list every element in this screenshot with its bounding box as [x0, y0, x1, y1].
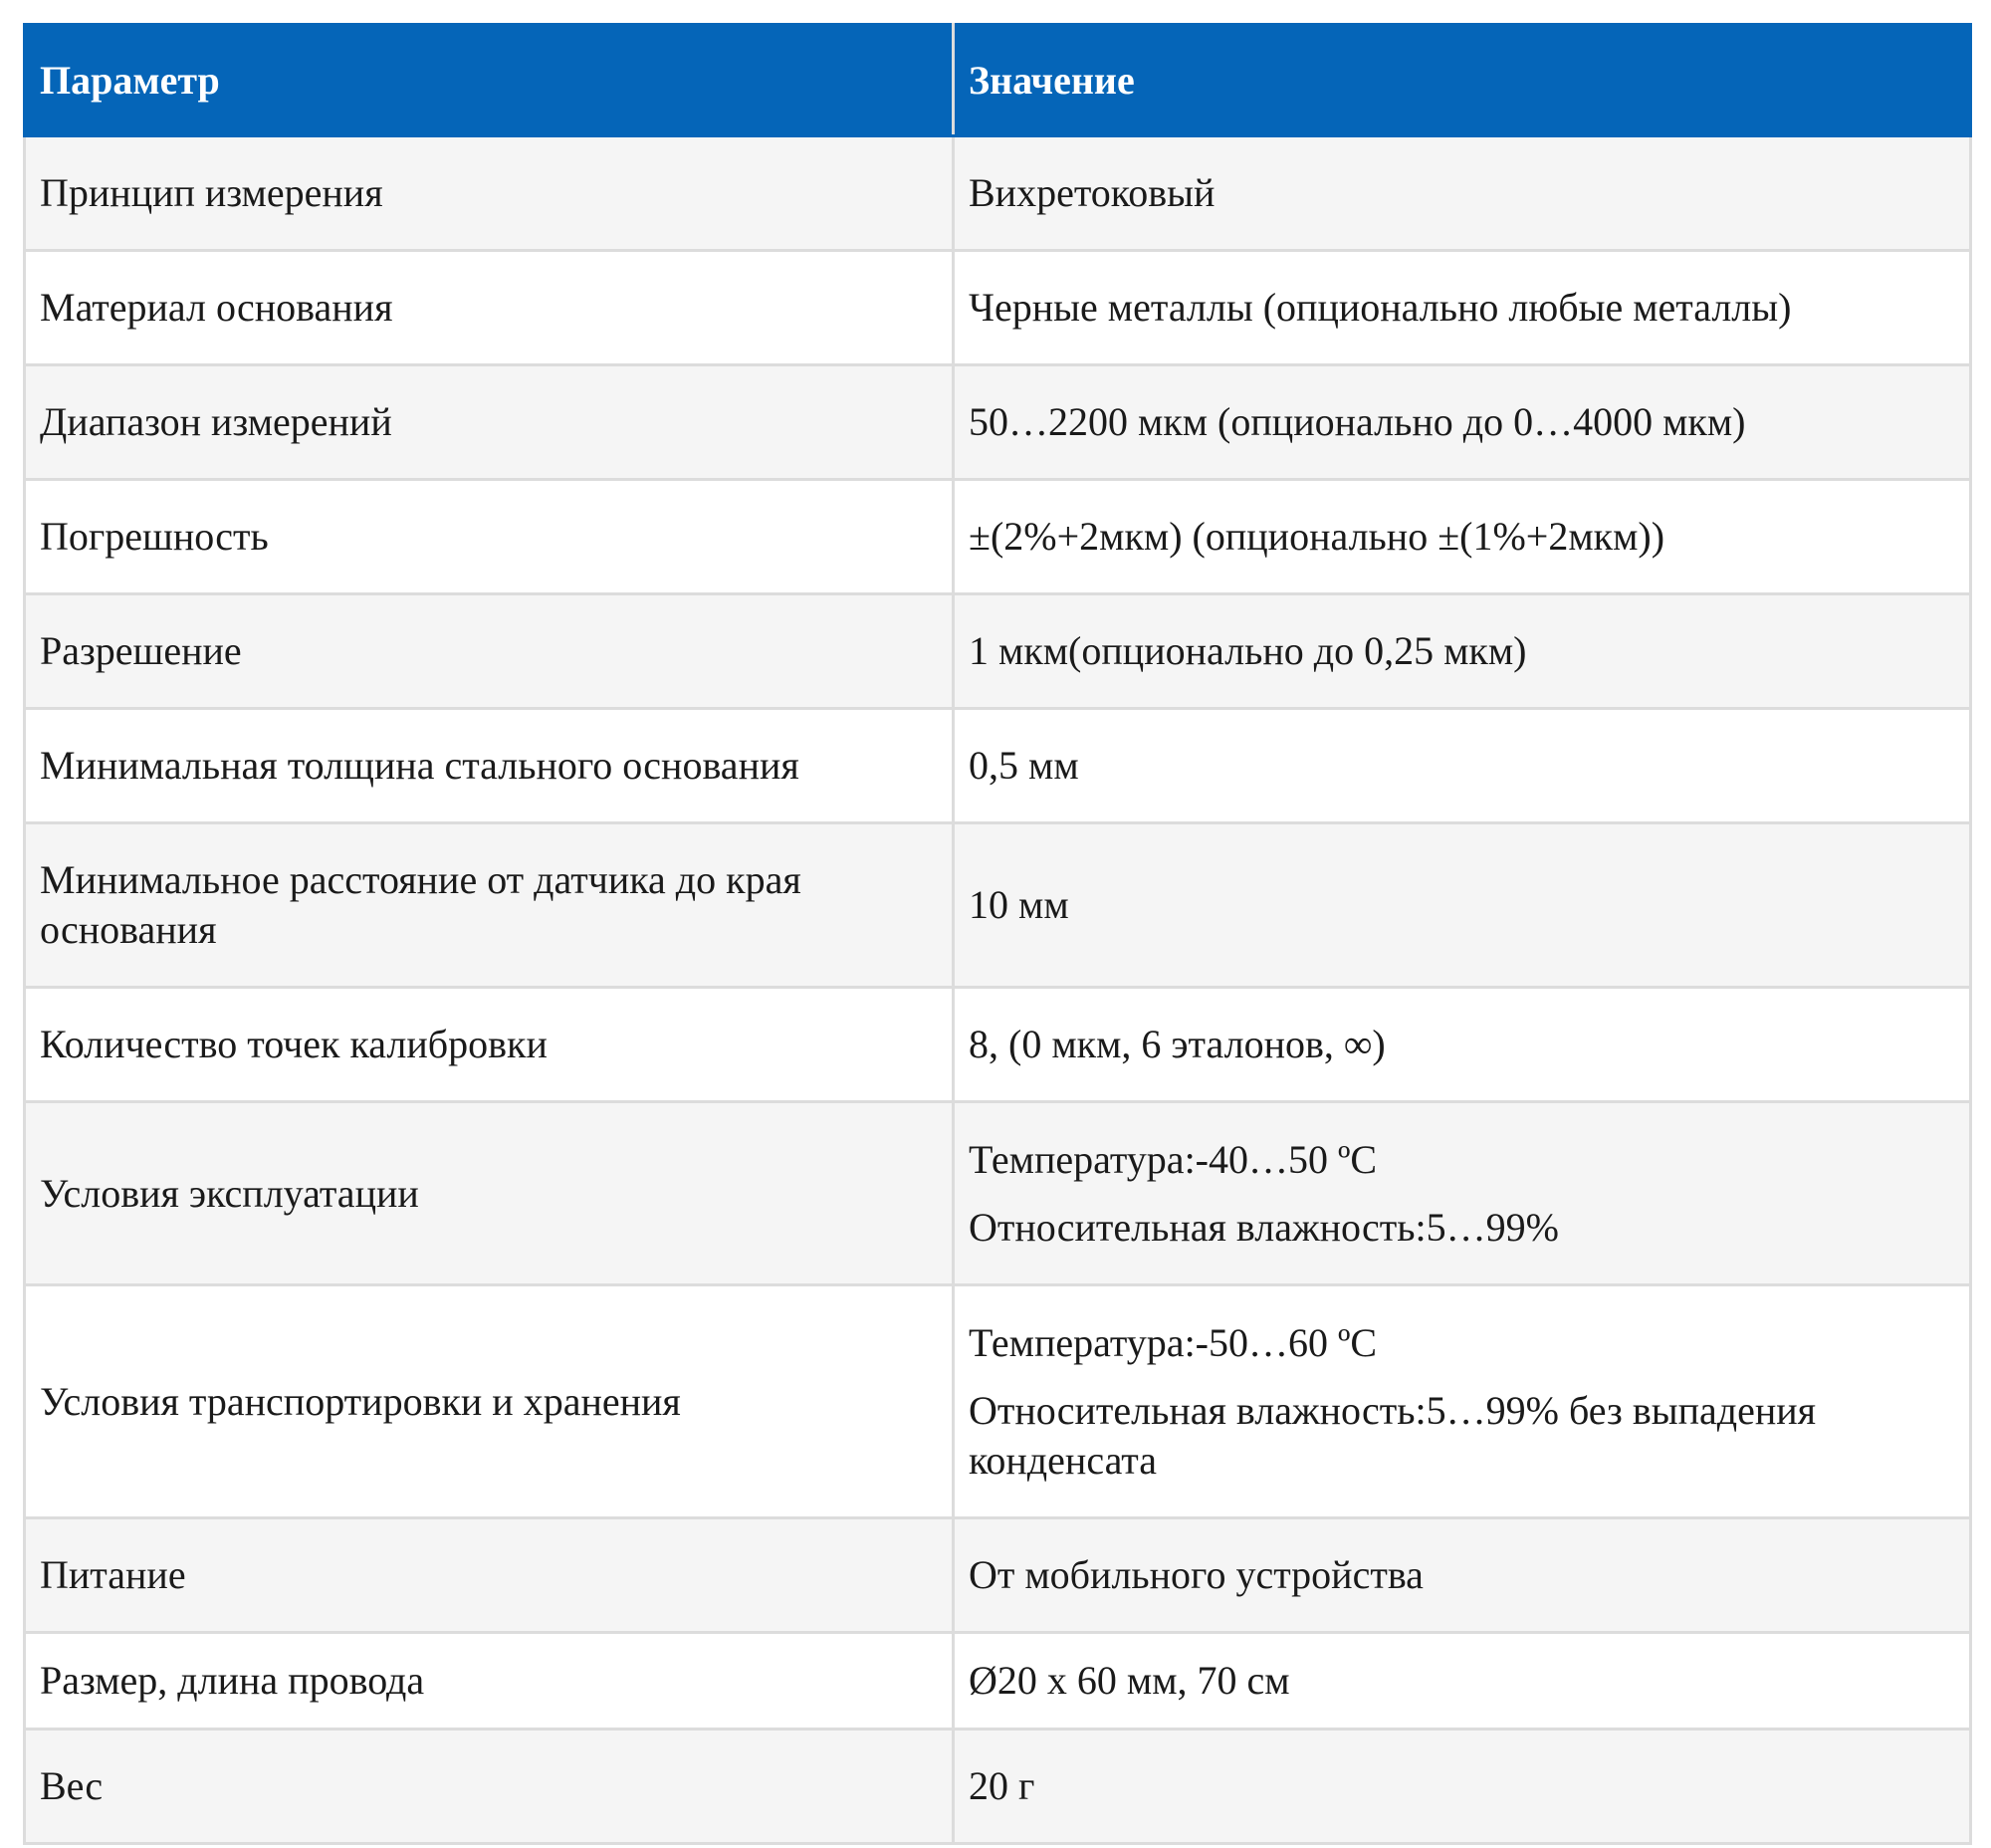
table-row — [25, 1730, 1971, 1844]
value-cell — [954, 594, 1971, 709]
param-cell: Диапазон измерений — [25, 365, 954, 480]
table-row — [25, 1102, 1971, 1285]
table-row — [25, 594, 1971, 709]
param-cell: Принцип измерения — [25, 136, 954, 251]
value-line: 8, (0 мкм, 6 эталонов, ∞) — [969, 1022, 1386, 1066]
param-cell: Питание — [25, 1518, 954, 1633]
header-row — [25, 25, 1971, 136]
value-cell — [954, 1518, 1971, 1633]
table-row — [25, 251, 1971, 365]
value-cell — [954, 251, 1971, 365]
value-line: Ø20 х 60 мм, 70 см — [969, 1658, 1290, 1703]
value-line: 0,5 мм — [969, 743, 1079, 788]
value-line: Относительная влажность:5…99% без выпадения конденсата — [969, 1387, 1817, 1483]
param-cell: Условия эксплуатации — [25, 1102, 954, 1285]
table-row — [25, 1518, 1971, 1633]
value-cell — [954, 480, 1971, 594]
value-line: От мобильного устройства — [969, 1552, 1424, 1597]
value-line: Температура:-50…60 ºС — [969, 1319, 1378, 1365]
value-cell — [954, 823, 1971, 988]
value-line: Черные металлы (опционально любые металлы) — [969, 285, 1792, 330]
value-cell — [954, 709, 1971, 823]
spec-table — [23, 23, 1972, 1845]
table-row — [25, 1285, 1971, 1518]
value-cell — [954, 1730, 1971, 1844]
value-cell — [954, 1102, 1971, 1285]
table-row — [25, 988, 1971, 1102]
param-cell: Условия транспортировки и хранения — [25, 1285, 954, 1518]
table-row — [25, 1633, 1971, 1730]
param-cell: Минимальное расстояние от датчика до края основания — [25, 823, 954, 988]
table-row — [25, 823, 1971, 988]
header-param: Параметр — [25, 25, 954, 136]
table-row — [25, 365, 1971, 480]
param-cell: Разрешение — [25, 594, 954, 709]
value-cell — [954, 1285, 1971, 1518]
value-line: 1 мкм(опционально до 0,25 мкм) — [969, 628, 1527, 673]
table-row — [25, 480, 1971, 594]
value-line: Температура:-40…50 ºС — [969, 1136, 1378, 1182]
param-cell: Минимальная толщина стального основания — [25, 709, 954, 823]
param-cell: Погрешность — [25, 480, 954, 594]
header-value: Значение — [954, 25, 1971, 136]
value-line: ±(2%+2мкм) (опционально ±(1%+2мкм)) — [969, 514, 1665, 559]
value-cell — [954, 988, 1971, 1102]
param-cell: Количество точек калибровки — [25, 988, 954, 1102]
value-cell — [954, 1633, 1971, 1730]
value-line: 10 мм — [969, 882, 1069, 927]
value-line: Вихретоковый — [969, 170, 1216, 215]
param-cell: Размер, длина провода — [25, 1633, 954, 1730]
table-row — [25, 709, 1971, 823]
value-cell — [954, 136, 1971, 251]
table-row — [25, 136, 1971, 251]
value-line: Относительная влажность:5…99% — [969, 1204, 1559, 1250]
value-cell — [954, 365, 1971, 480]
value-line: 20 г — [969, 1763, 1035, 1808]
value-line: 50…2200 мкм (опционально до 0…4000 мкм) — [969, 399, 1746, 444]
param-cell: Вес — [25, 1730, 954, 1844]
param-cell: Материал основания — [25, 251, 954, 365]
